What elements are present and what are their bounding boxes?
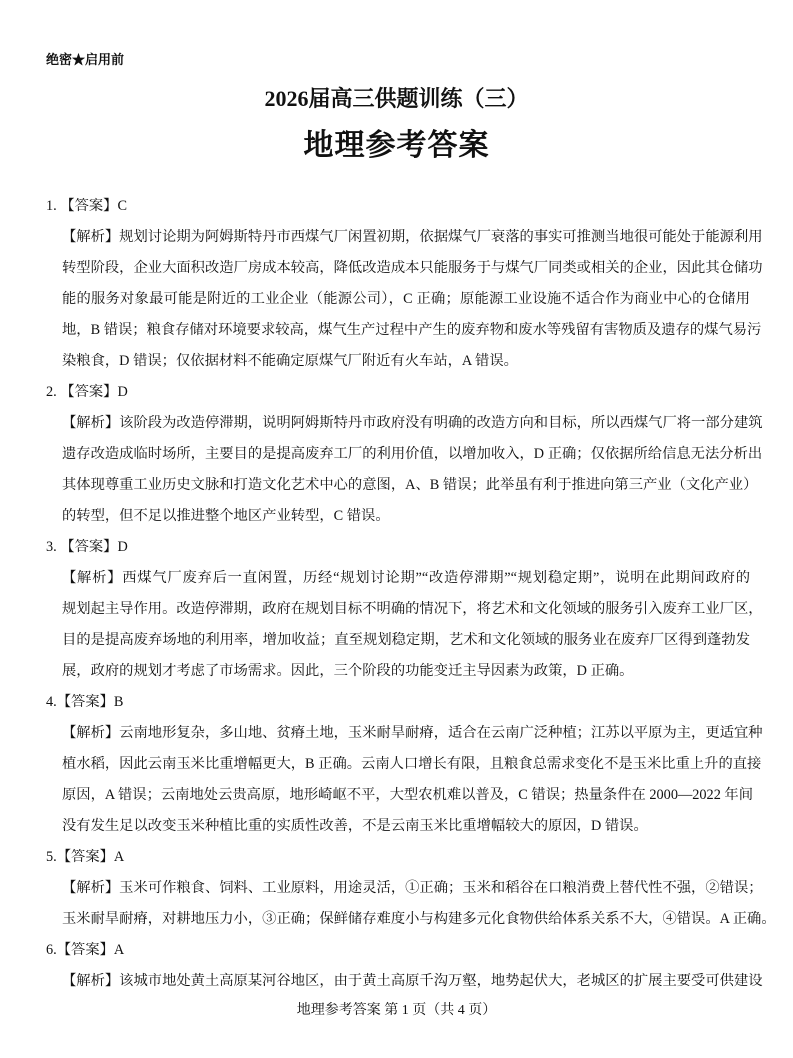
answer-heading: 1. 【答案】C <box>46 198 128 214</box>
analysis-line: 【解析】云南地形复杂，多山地、贫瘠土地，玉米耐旱耐瘠，适合在云南广泛种植；江苏以平原为主，更适宜种 <box>62 725 763 741</box>
confidential-label: 绝密★启用前 <box>46 52 125 67</box>
analysis-line: 转型阶段，企业大面积改造厂房成本较高，降低改造成本只能服务于与煤气厂同类或相关的企业，因此其仓储功 <box>62 260 763 276</box>
analysis-line: 玉米耐旱耐瘠，对耕地压力小，③正确；保鲜储存难度小与构建多元化食物供给体系关系不大，④错误。A 正确。 <box>62 911 776 927</box>
analysis-line: 展，政府的规划才考虑了市场需求。因此，三个阶段的功能变迁主导因素为政策，D 正确。 <box>62 663 634 679</box>
analysis-line: 染粮食，D 错误；仅依据材料不能确定原煤气厂附近有火车站，A 错误。 <box>62 353 518 369</box>
exam-title: 2026届高三供题训练（三） <box>264 86 529 111</box>
analysis-line: 地，B 错误；粮食存储对环境要求较高，煤气生产过程中产生的废弃物和废水等残留有害物质及遗存的煤气易污 <box>62 322 762 338</box>
analysis-line: 【解析】该城市地处黄土高原某河谷地区，由于黄土高原千沟万壑，地势起伏大，老城区的扩展主要受可供建设 <box>62 973 763 989</box>
analysis-line: 目的是提高废弃场地的利用率，增加收益；直至规划稳定期，艺术和文化领域的服务业在废弃厂区得到蓬勃发 <box>62 632 750 648</box>
analysis-line: 【解析】玉米可作粮食、饲料、工业原料，用途灵活，①正确；玉米和稻谷在口粮消费上替代性不强，②错误； <box>62 880 763 896</box>
page-footer: 地理参考答案 第 1 页（共 4 页） <box>296 1003 497 1018</box>
analysis-line: 遗存改造成临时场所，主要目的是提高废弃工厂的利用价值，以增加收入，D 正确；仅依据所给信息无法分析出 <box>62 446 763 462</box>
answer-heading: 6.【答案】A <box>46 942 125 958</box>
analysis-line: 规划起主导作用。改造停滞期，政府在规划目标不明确的情况下，将艺术和文化领域的服务引入废弃工业厂区， <box>62 601 763 617</box>
answer-heading: 2. 【答案】D <box>46 384 128 400</box>
analysis-line: 能的服务对象最可能是附近的工业企业（能源公司），C 正确；原能源工业设施不适合作为商业中心的仓储用 <box>62 291 750 307</box>
analysis-line: 没有发生足以改变玉米种植比重的实质性改善，不是云南玉米比重增幅较大的原因，D 错误。 <box>62 818 648 834</box>
analysis-line: 【解析】西煤气厂废弃后一直闲置，历经“规划讨论期”“改造停滞期”“规划稳定期”，说明在此期间政府的 <box>62 570 750 586</box>
answer-heading: 4.【答案】B <box>46 694 124 710</box>
analysis-line: 其体现尊重工业历史文脉和打造文化艺术中心的意图，A、B 错误；此举虽有利于推进向第三产业（文化产业） <box>62 477 758 493</box>
analysis-line: 【解析】该阶段为改造停滞期，说明阿姆斯特丹市政府没有明确的改造方向和目标，所以西煤气厂将一部分建筑 <box>62 415 763 431</box>
answer-heading: 3. 【答案】D <box>46 539 128 555</box>
page-title: 地理参考答案 <box>303 129 490 162</box>
analysis-line: 原因，A 错误；云南地处云贵高原，地形崎岖不平，大型农机难以普及，C 错误；热量条件在 2000—2022 年间 <box>62 787 754 803</box>
analysis-line: 植水稻，因此云南玉米比重增幅更大，B 正确。云南人口增长有限，且粮食总需求变化不是玉米比重上升的直接 <box>62 756 762 772</box>
answer-heading: 5.【答案】A <box>46 849 125 865</box>
analysis-line: 的转型，但不足以推进整个地区产业转型，C 错误。 <box>62 508 390 524</box>
analysis-line: 【解析】规划讨论期为阿姆斯特丹市西煤气厂闲置初期，依据煤气厂衰落的事实可推测当地很可能处于能源利用 <box>62 229 763 245</box>
